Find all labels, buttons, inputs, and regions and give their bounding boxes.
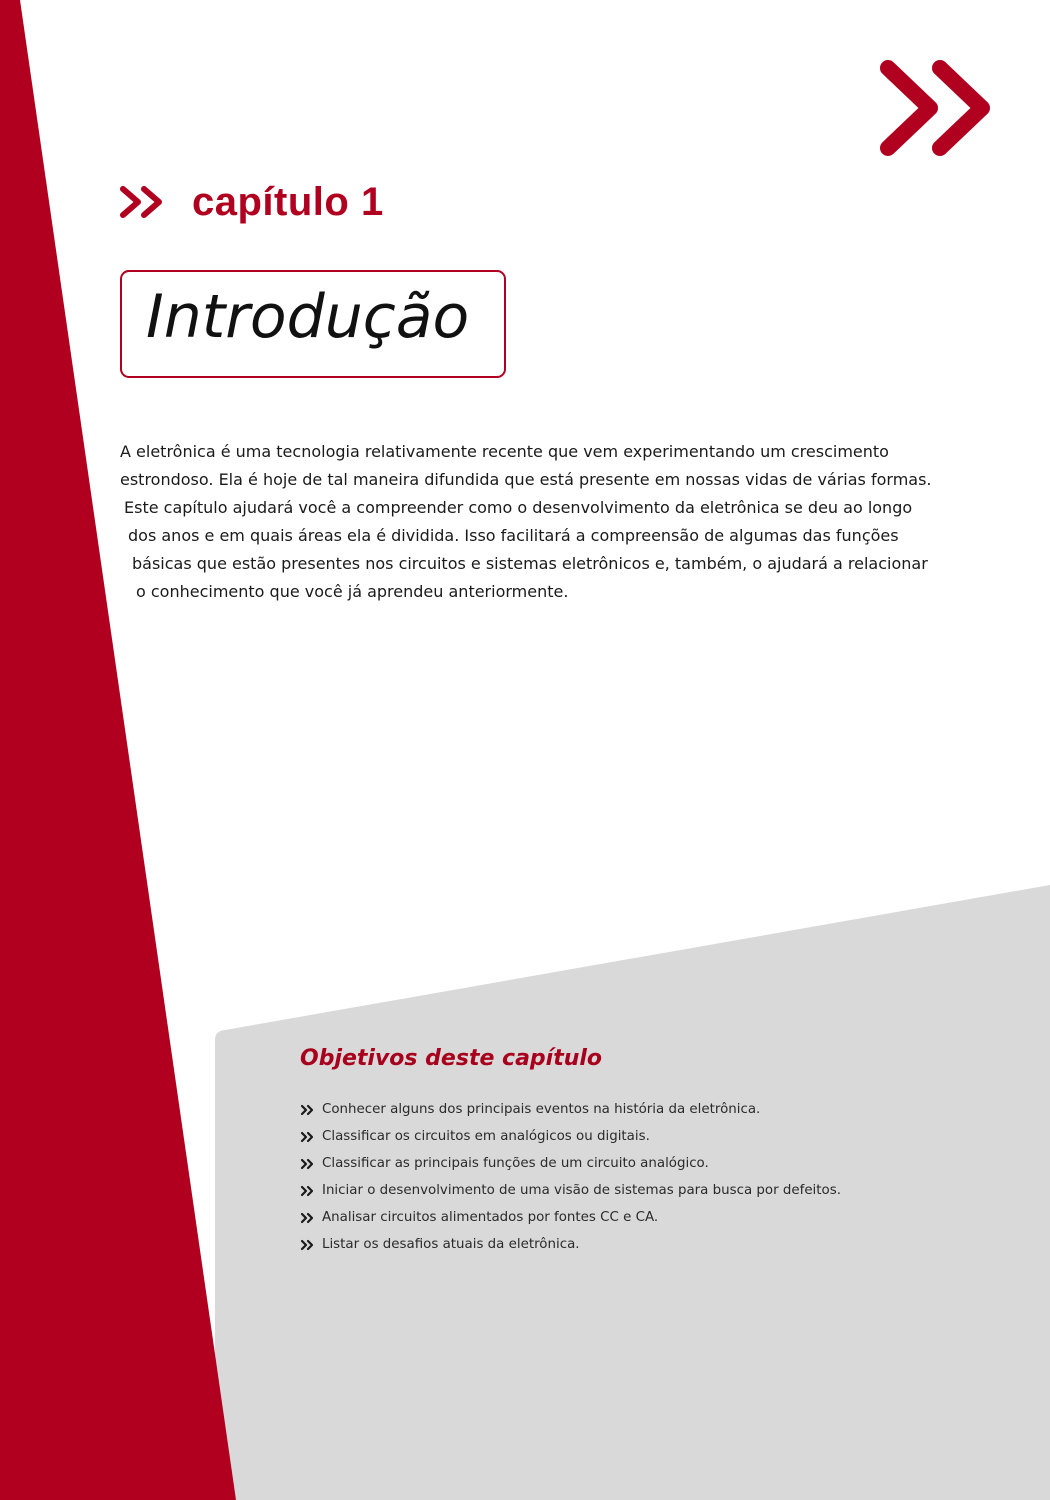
chapter-number: capítulo 1 [192,179,384,224]
list-item [300,1204,1000,1231]
objectives-heading: Objetivos deste capítulo [300,1046,603,1071]
list-item [300,1231,1000,1258]
list-item [300,1096,1000,1123]
double-chevron-right-icon [300,1104,316,1116]
chapter-title-box [120,270,506,378]
double-chevron-right-icon [878,58,994,158]
intro-line: estrondoso. Ela é hoje de tal maneira difundida que está presente em nossas vidas de várias formas. [120,470,932,489]
double-chevron-right-icon [300,1212,316,1224]
chapter-label [118,172,384,232]
double-chevron-right-icon [300,1131,316,1143]
double-chevron-right-icon [118,184,168,220]
objective-text: Listar os desafios atuais da eletrônica. [322,1237,580,1252]
intro-line: A eletrônica é uma tecnologia relativamente recente que vem experimentando um crescimento [120,442,889,461]
intro-line: dos anos e em quais áreas ela é dividida. Isso facilitará a compreensão de algumas das funções [128,526,899,545]
intro-line: o conhecimento que você já aprendeu anteriormente. [136,582,569,601]
objectives-section [300,1042,1000,1258]
list-item [300,1123,1000,1150]
objectives-list [300,1096,1000,1258]
intro-line: básicas que estão presentes nos circuitos e sistemas eletrônicos e, também, o ajudará a relacionar [132,554,928,573]
list-item [300,1177,1000,1204]
objective-text: Classificar as principais funções de um circuito analógico. [322,1156,709,1171]
chapter-title: Introdução [146,282,470,352]
objective-text: Analisar circuitos alimentados por fontes CC e CA. [322,1210,659,1225]
list-item [300,1150,1000,1177]
objective-text: Conhecer alguns dos principais eventos na história da eletrônica. [322,1102,761,1117]
double-chevron-right-icon [300,1158,316,1170]
objective-text: Classificar os circuitos em analógicos ou digitais. [322,1129,650,1144]
intro-line: Este capítulo ajudará você a compreender como o desenvolvimento da eletrônica se deu ao longo [124,498,913,517]
double-chevron-right-icon [300,1185,316,1197]
objective-text: Iniciar o desenvolvimento de uma visão de sistemas para busca por defeitos. [322,1183,841,1198]
double-chevron-right-icon [300,1239,316,1251]
